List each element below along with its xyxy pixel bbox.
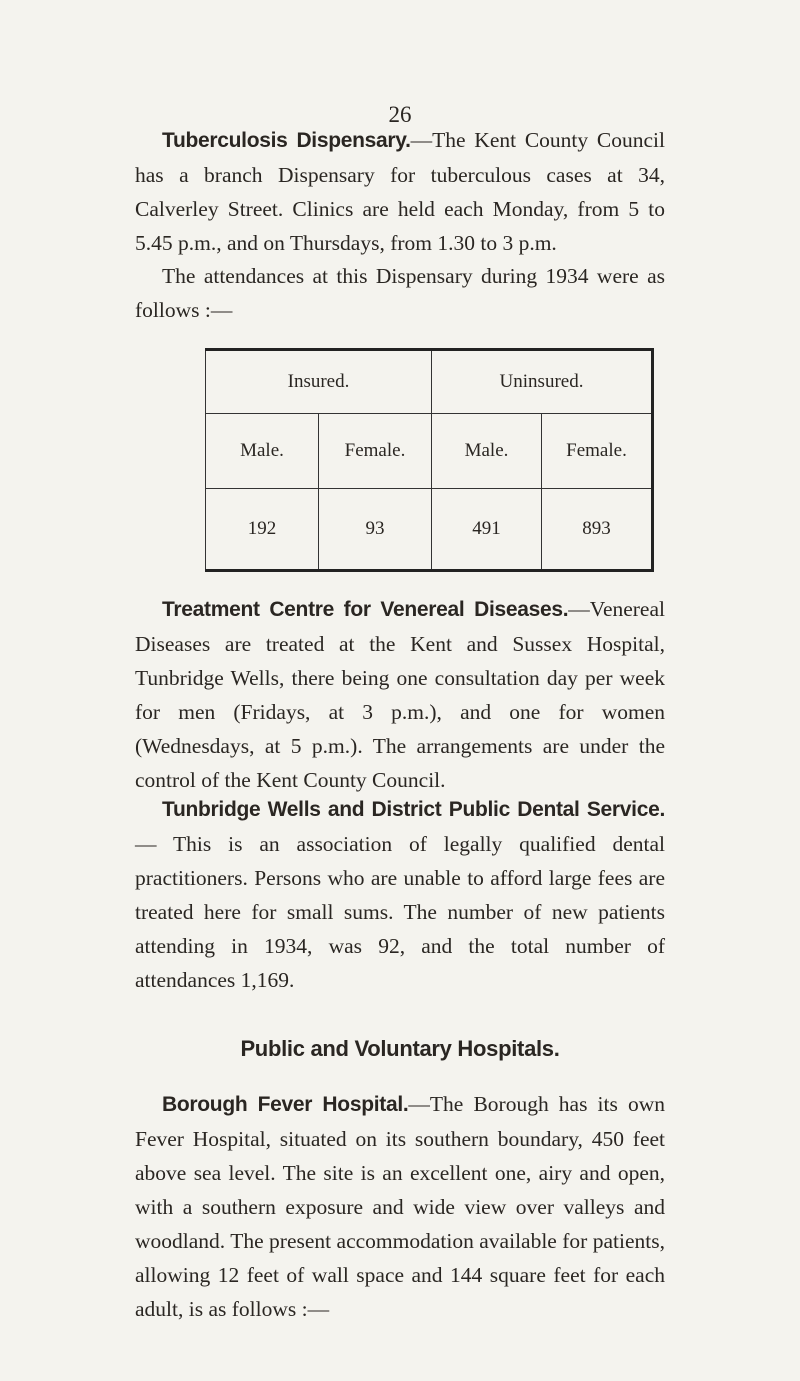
- dental-heading: Tunbridge Wells and District Public Dental Service.: [162, 798, 665, 821]
- fever-hospital-heading: Borough Fever Hospital.: [162, 1093, 409, 1116]
- value-uninsured-female: 893: [542, 489, 653, 571]
- page-number: 26: [388, 102, 412, 127]
- header-insured-male: Male.: [206, 414, 319, 489]
- tb-dispensary-paragraph: [135, 123, 665, 260]
- dental-text: — This is an association of legally qualified dental practitioners. Persons who are unable to afford large fees are treated here for small sums. The number of new patients attending in 1934, was 92, and the total number of attendances 1,169.: [135, 832, 665, 992]
- group-header-uninsured: Uninsured.: [432, 350, 653, 414]
- attendance-intro: The attendances at this Dispensary during 1934 were as follows :—: [135, 264, 665, 322]
- value-insured-male: 192: [206, 489, 319, 571]
- tb-dispensary-text: —The Kent County Council has a branch Dispensary for tuberculous cases at 34, Calverley Street. Clinics are held each Monday, from 5 to 5.45 p.m., and on Thursdays, from 1.30 to 3 p.m.: [135, 128, 665, 255]
- attendance-table: [205, 348, 654, 572]
- fever-hospital-paragraph: [135, 1087, 665, 1326]
- dental-paragraph: [135, 792, 665, 997]
- header-insured-female: Female.: [319, 414, 432, 489]
- tb-dispensary-heading: Tuberculosis Dispensary.: [162, 129, 411, 152]
- fever-hospital-text: —The Borough has its own Fever Hospital, situated on its southern boundary, 450 feet above sea level. The site is an excellent one, airy and open, with a southern exposure and wide view over valleys and woodland. The present accommodation available for patients, allowing 12 feet of wall space and 144 square feet for each adult, is as follows :—: [135, 1092, 665, 1321]
- header-uninsured-female: Female.: [542, 414, 653, 489]
- value-insured-female: 93: [319, 489, 432, 571]
- value-uninsured-male: 491: [432, 489, 542, 571]
- venereal-text: —Venereal Diseases are treated at the Kent and Sussex Hospital, Tunbridge Wells, there being one consultation day per week for men (Fridays, at 3 p.m.), and one for women (Wednesdays, at 5 p.m.). The arrangements are under the control of the Kent County Council.: [135, 597, 665, 792]
- hospitals-section-title: Public and Voluntary Hospitals.: [240, 1036, 560, 1061]
- venereal-paragraph: [135, 592, 665, 797]
- header-uninsured-male: Male.: [432, 414, 542, 489]
- group-header-insured: Insured.: [206, 350, 432, 414]
- venereal-heading: Treatment Centre for Venereal Diseases.: [162, 598, 569, 621]
